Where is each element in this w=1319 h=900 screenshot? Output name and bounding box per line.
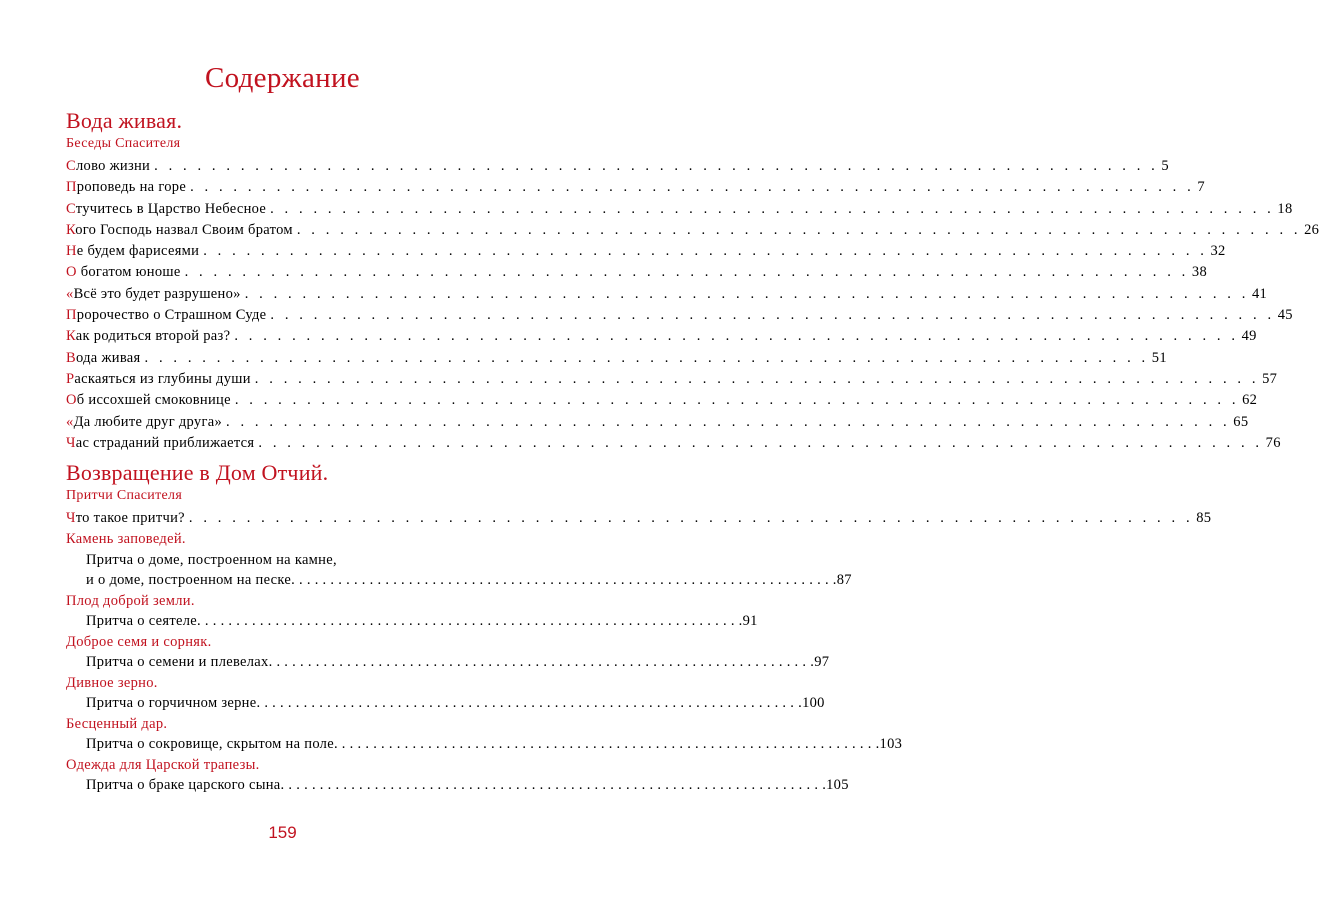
entry-initial: Ч [66, 434, 76, 451]
entry-initial: П [86, 613, 97, 630]
dot-leader: . . . . . . . . . . . . . . . . . . . . . . . . . . . . . . . . . . . . . . . . . . . . . . . . . . . . . . . . . . . . . . . . . . . . . . [154, 158, 1159, 174]
entry-title-rest: Всё это будет разрушено» [73, 285, 241, 302]
group-heading: Плод доброй земли. [66, 592, 195, 609]
toc-entry[interactable] [66, 508, 1212, 529]
entry-initial: С [66, 200, 76, 217]
entry-page-number: 51 [1151, 349, 1167, 366]
entry-title [66, 508, 185, 529]
entry-title-rest: ого Господь назвал Своим братом [75, 221, 293, 238]
entry-line [66, 369, 1278, 390]
entry-title-rest: ритча о сеятеле [96, 613, 198, 630]
entry-page-number: 45 [1277, 307, 1293, 324]
entry-page-number: 32 [1210, 243, 1226, 260]
entry-page-number: 57 [1262, 370, 1278, 387]
toc-entry[interactable] [66, 775, 849, 796]
entry-initial: П [86, 551, 97, 568]
entry-line [66, 262, 1207, 283]
entry-initial: Н [66, 243, 77, 260]
group-heading: Камень заповедей. [66, 531, 186, 548]
entry-title-rest: ритча о доме, построенном на камне, [96, 551, 337, 568]
entry-title [66, 241, 199, 262]
dot-leader: . . . . . . . . . . . . . . . . . . . . . . . . . . . . . . . . . . . . . . . . . . . . . . . . . . . . . . . . . . . . . . . . . . . . . . [203, 243, 1208, 260]
toc-entry[interactable] [66, 284, 1268, 305]
toc-entry[interactable] [66, 734, 903, 755]
entry-initial: П [86, 654, 97, 671]
entry-initial: П [86, 695, 97, 712]
entry-title-rest: тучитесь в Царство Небесное [75, 200, 267, 217]
entry-initial: П [66, 179, 77, 196]
entry-initial: В [66, 349, 76, 366]
entry-title [86, 693, 256, 714]
entry-title [66, 412, 222, 433]
toc-entry[interactable] [66, 369, 1278, 390]
dot-leader: . . . . . . . . . . . . . . . . . . . . . . . . . . . . . . . . . . . . . . . . . . . . . . . . . . . . . . . . . . . . . . . . . . . . . . [256, 695, 803, 712]
entry-line [66, 305, 1293, 326]
dot-leader: . . . . . . . . . . . . . . . . . . . . . . . . . . . . . . . . . . . . . . . . . . . . . . . . . . . . . . . . . . . . . . . . . . . . . . [291, 572, 837, 589]
entry-title [86, 652, 269, 673]
entry-list [66, 508, 1212, 796]
entry-initial: О [66, 264, 77, 281]
entry-title [66, 348, 141, 369]
entry-page-number: 5 [1161, 158, 1169, 174]
entry-title-rest: ритча о браке царского сына [96, 777, 281, 794]
section-subtitle: Беседы Спасителя [66, 136, 181, 151]
entry-list [66, 156, 1319, 454]
toc-entry[interactable] [66, 305, 1293, 326]
group-heading: Бесценный дар. [66, 715, 168, 732]
entry-page-number: 18 [1277, 200, 1293, 217]
dot-leader: . . . . . . . . . . . . . . . . . . . . . . . . . . . . . . . . . . . . . . . . . . . . . . . . . . . . . . . . . . . . . . . . . . . . . . [333, 736, 880, 753]
page-title: Содержание [205, 62, 360, 94]
section-return-home [66, 460, 1212, 796]
toc-entry[interactable] [66, 262, 1207, 283]
entry-title-rest: ритча о сокровище, скрытом на поле [96, 736, 334, 753]
entry-line [66, 241, 1226, 262]
toc-entry[interactable] [66, 693, 825, 714]
toc-entry[interactable] [66, 220, 1319, 241]
dot-leader: . . . . . . . . . . . . . . . . . . . . . . . . . . . . . . . . . . . . . . . . . . . . . . . . . . . . . . . . . . . . . . . . . . . . . . [258, 434, 1263, 451]
entry-title [66, 284, 241, 305]
entry-page-number: 7 [1197, 179, 1205, 196]
entry-title-rest: ророчество о Страшном Суде [76, 307, 267, 324]
entry-line [66, 326, 1257, 347]
entry-title-rest: б иссохшей смоковнице [76, 392, 231, 409]
entry-page-number: 49 [1241, 328, 1257, 345]
group-heading: Доброе семя и сорняк. [66, 633, 212, 650]
entry-page-number: 26 [1304, 221, 1319, 238]
dot-leader: . . . . . . . . . . . . . . . . . . . . . . . . . . . . . . . . . . . . . . . . . . . . . . . . . . . . . . . . . . . . . . . . . . . . . . [188, 510, 1194, 526]
entry-line [66, 156, 1169, 177]
entry-initial: « [66, 413, 74, 430]
entry-initial: Р [66, 370, 75, 387]
entry-line [66, 348, 1167, 369]
dot-leader: . . . . . . . . . . . . . . . . . . . . . . . . . . . . . . . . . . . . . . . . . . . . . . . . . . . . . . . . . . . . . . . . . . . . . . [190, 179, 1195, 196]
entry-initial: К [66, 221, 76, 238]
entry-line [86, 550, 506, 571]
section-title: Возвращение в Дом Отчий. [66, 460, 329, 485]
section-subtitle: Притчи Спасителя [66, 488, 183, 503]
entry-line [66, 284, 1268, 305]
entry-title-rest: е будем фарисеями [76, 243, 200, 260]
entry-title [66, 262, 181, 283]
entry-title-rest: ас страданий приближается [75, 434, 255, 451]
entry-title-rest: ритча о семени и плевелах [96, 654, 269, 671]
entry-title [66, 177, 186, 198]
entry-page-number: 85 [1196, 510, 1212, 526]
dot-leader: . . . . . . . . . . . . . . . . . . . . . . . . . . . . . . . . . . . . . . . . . . . . . . . . . . . . . . . . . . . . . . . . . . . . . . [234, 328, 1239, 345]
entry-line [66, 412, 1249, 433]
dot-leader: . . . . . . . . . . . . . . . . . . . . . . . . . . . . . . . . . . . . . . . . . . . . . . . . . . . . . . . . . . . . . . . . . . . . . . [184, 264, 1189, 281]
entry-page-number: 105 [826, 777, 849, 794]
dot-leader: . . . . . . . . . . . . . . . . . . . . . . . . . . . . . . . . . . . . . . . . . . . . . . . . . . . . . . . . . . . . . . . . . . . . . . [226, 413, 1231, 430]
entry-line [86, 570, 852, 591]
entry-title [86, 570, 291, 591]
entry-line [66, 508, 1212, 529]
entry-initial: П [86, 777, 97, 794]
entry-title [86, 775, 281, 796]
toc-entry[interactable] [66, 412, 1249, 433]
entry-line [86, 775, 849, 796]
entry-page-number: 65 [1233, 413, 1249, 430]
dot-leader: . . . . . . . . . . . . . . . . . . . . . . . . . . . . . . . . . . . . . . . . . . . . . . . . . . . . . . . . . . . . . . . . . . . . . . [197, 613, 743, 630]
toc-entry[interactable] [66, 611, 758, 632]
entry-title-rest: богатом юноше [76, 264, 181, 281]
page-number: 159 [268, 823, 297, 842]
dot-leader: . . . . . . . . . . . . . . . . . . . . . . . . . . . . . . . . . . . . . . . . . . . . . . . . . . . . . . . . . . . . . . . . . . . . . . [144, 349, 1149, 366]
entry-initial: П [86, 736, 97, 753]
entry-title [86, 611, 197, 632]
toc-entry[interactable] [66, 326, 1257, 347]
entry-title [66, 326, 230, 347]
entry-page-number: 97 [814, 654, 830, 671]
dot-leader: . . . . . . . . . . . . . . . . . . . . . . . . . . . . . . . . . . . . . . . . . . . . . . . . . . . . . . . . . . . . . . . . . . . . . . [268, 654, 815, 671]
toc-entry[interactable] [66, 550, 506, 571]
group-heading: Одежда для Царской трапезы. [66, 756, 260, 773]
toc-entry[interactable] [66, 177, 1205, 198]
entry-title [66, 433, 254, 454]
entry-page-number: 41 [1251, 285, 1268, 302]
toc-entry[interactable] [66, 199, 1293, 220]
dot-leader: . . . . . . . . . . . . . . . . . . . . . . . . . . . . . . . . . . . . . . . . . . . . . . . . . . . . . . . . . . . . . . . . . . . . . . [254, 370, 1260, 387]
entry-title-rest: ода живая [75, 349, 141, 366]
entry-title-rest: ак родиться второй раз? [75, 328, 231, 345]
entry-title [66, 199, 266, 220]
toc-entry[interactable] [66, 156, 1169, 177]
entry-line [86, 652, 830, 673]
entry-line [86, 693, 825, 714]
toc-entry[interactable] [66, 570, 852, 591]
entry-title-rest: ритча о горчичном зерне [96, 695, 257, 712]
entry-title [66, 305, 266, 326]
entry-title-rest: лово жизни [75, 158, 151, 174]
entry-page-number: 87 [836, 572, 852, 589]
entry-title [66, 369, 251, 390]
entry-title [86, 734, 334, 755]
entry-initial: П [66, 307, 77, 324]
entry-title [66, 390, 231, 411]
dot-leader: . . . . . . . . . . . . . . . . . . . . . . . . . . . . . . . . . . . . . . . . . . . . . . . . . . . . . . . . . . . . . . . . . . . . . . [296, 221, 1302, 238]
entry-initial: К [66, 328, 76, 345]
toc-entry[interactable] [66, 241, 1226, 262]
toc-entry[interactable] [66, 652, 830, 673]
entry-title-rest: и о доме, построенном на песке [86, 572, 292, 589]
entry-line [66, 177, 1205, 198]
entry-page-number: 38 [1191, 264, 1207, 281]
dot-leader: . . . . . . . . . . . . . . . . . . . . . . . . . . . . . . . . . . . . . . . . . . . . . . . . . . . . . . . . . . . . . . . . . . . . . . [244, 285, 1249, 302]
entry-title [66, 220, 293, 241]
entry-title-rest: аскаяться из глубины души [74, 370, 251, 387]
entry-line [86, 611, 758, 632]
toc-entry[interactable] [66, 433, 1281, 454]
toc-entry[interactable] [66, 390, 1258, 411]
entry-line [86, 734, 903, 755]
dot-leader: . . . . . . . . . . . . . . . . . . . . . . . . . . . . . . . . . . . . . . . . . . . . . . . . . . . . . . . . . . . . . . . . . . . . . . [270, 200, 1275, 217]
entry-initial: О [66, 392, 77, 409]
entry-line [66, 390, 1258, 411]
entry-initial: С [66, 158, 76, 174]
entry-initial: Ч [66, 510, 76, 526]
entry-title-rest: то такое притчи? [75, 510, 185, 526]
entry-page-number: 103 [879, 736, 903, 753]
entry-title [86, 550, 337, 571]
entry-initial: « [66, 285, 74, 302]
dot-leader: . . . . . . . . . . . . . . . . . . . . . . . . . . . . . . . . . . . . . . . . . . . . . . . . . . . . . . . . . . . . . . . . . . . . . . [270, 307, 1275, 324]
entry-line [66, 199, 1293, 220]
section-water-of-life [66, 108, 1319, 454]
toc-entry[interactable] [66, 348, 1167, 369]
section-title: Вода живая. [66, 108, 183, 133]
entry-page-number: 62 [1242, 392, 1258, 409]
entry-page-number: 76 [1265, 434, 1281, 451]
entry-title-rest: Да любите друг друга» [73, 413, 222, 430]
entry-line [66, 220, 1319, 241]
entry-title [66, 156, 150, 177]
entry-title-rest: роповедь на горе [76, 179, 187, 196]
entry-page-number: 91 [742, 613, 758, 630]
dot-leader: . . . . . . . . . . . . . . . . . . . . . . . . . . . . . . . . . . . . . . . . . . . . . . . . . . . . . . . . . . . . . . . . . . . . . . [280, 777, 827, 794]
dot-leader: . . . . . . . . . . . . . . . . . . . . . . . . . . . . . . . . . . . . . . . . . . . . . . . . . . . . . . . . . . . . . . . . . . . . . . [234, 392, 1240, 409]
entry-line [66, 433, 1281, 454]
group-heading: Дивное зерно. [66, 674, 158, 691]
entry-page-number: 100 [802, 695, 825, 712]
